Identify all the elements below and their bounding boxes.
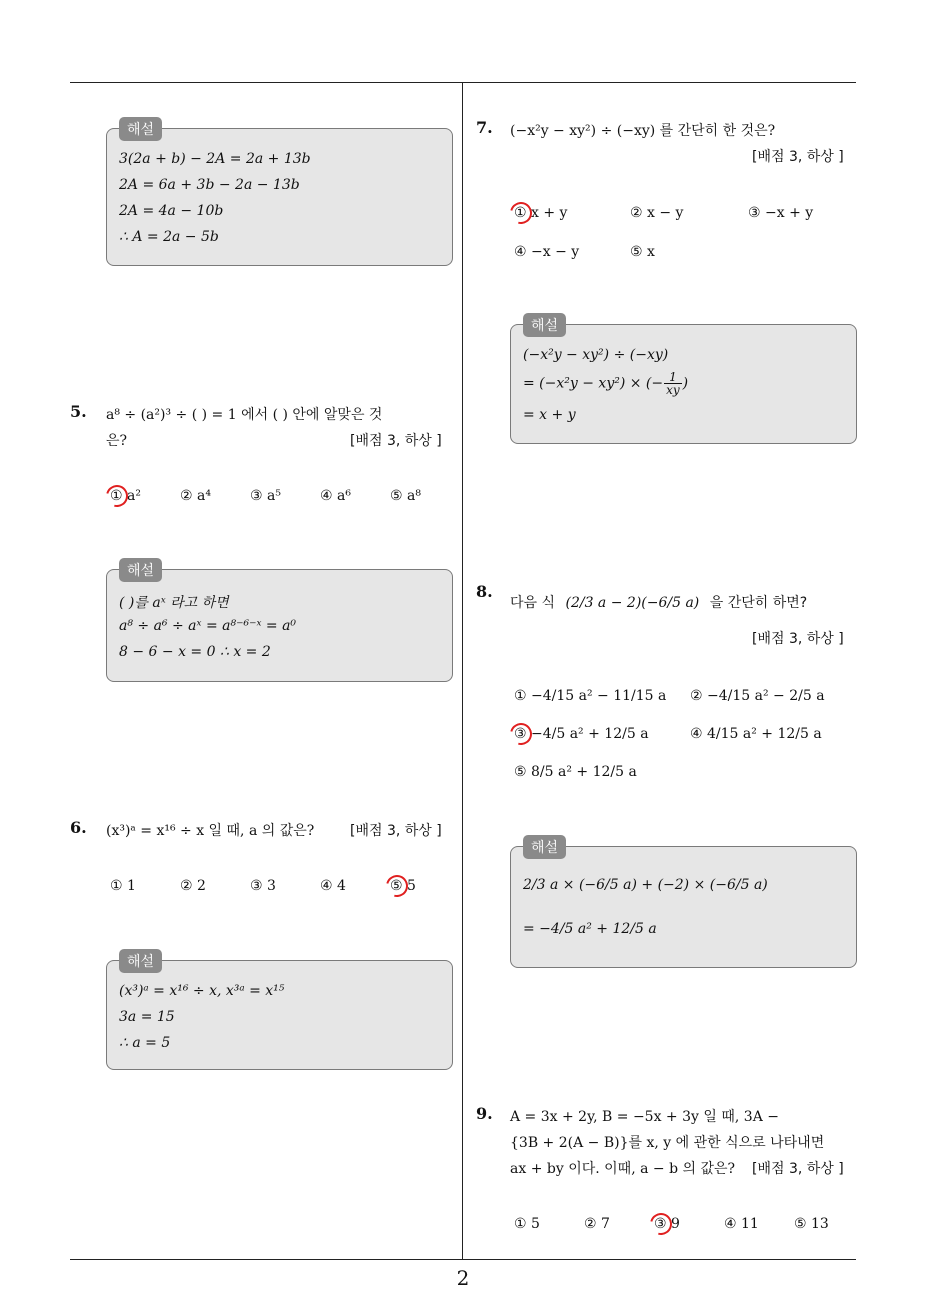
question-text-6: (x³)ᵃ = x¹⁶ ÷ x 일 때, a 의 값은? [106,823,315,839]
choice-6-2[interactable]: ② 2 [180,878,206,894]
solution-line: 2/3 a × (−6/5 a) + (−2) × (−6/5 a) [523,877,768,893]
choice-6-1[interactable]: ① 1 [110,878,136,894]
top-rule [70,82,856,83]
choice-9-2[interactable]: ② 7 [584,1216,610,1232]
choice-6-5[interactable]: ⑤ 5 [390,878,416,894]
solution-box-q6 [106,954,453,1070]
question-text-9: A = 3x + 2y, B = −5x + 3y 일 때, 3A − [510,1109,779,1125]
choice-7-4[interactable]: ④ −x − y [514,244,580,260]
choice-6-3[interactable]: ③ 3 [250,878,276,894]
answer-mark-6 [382,871,412,901]
bottom-rule [70,1259,856,1260]
answer-mark-8 [506,719,536,749]
solution-box-q5 [106,563,453,682]
choice-8-5[interactable]: ⑤ 8/5 a² + 12/5 a [514,764,637,780]
solution-line [523,371,688,396]
choice-5-4[interactable]: ④ a⁶ [320,488,351,504]
question-text-8 [510,592,807,612]
solution-line: a⁸ ÷ a⁶ ÷ aˣ = a⁸⁻⁶⁻ˣ = a⁰ [119,618,297,634]
column-divider [462,82,463,1259]
choice-7-2[interactable]: ② x − y [630,205,684,221]
answer-mark-7 [506,198,536,228]
fraction-denominator: xy [666,383,680,397]
solution-line: 8 − 6 − x = 0 ∴ x = 2 [119,644,271,660]
solution-label: 해설 [523,313,566,337]
solution-label: 해설 [119,949,162,973]
choice-5-2[interactable]: ② a⁴ [180,488,211,504]
solution-line: (−x²y − xy²) ÷ (−xy) [523,347,669,363]
score-label-7: [배점 3, 하상 ] [752,149,844,165]
solution-line: 3a = 15 [119,1009,175,1025]
question-number-6: 6. [70,818,87,837]
choice-5-5[interactable]: ⑤ a⁸ [390,488,421,504]
choice-7-3[interactable]: ③ −x + y [748,205,814,221]
choice-9-3[interactable]: ③ 9 [654,1216,680,1232]
solution-line-part: ) [682,375,689,392]
solution-box-q7 [510,318,857,444]
choice-8-3[interactable]: ③ −4/5 a² + 12/5 a [514,726,649,742]
solution-box-q8 [510,840,857,968]
solution-box-q4 [106,122,453,266]
solution-label: 해설 [119,117,162,141]
fraction-numerator: 1 [664,371,682,384]
answer-mark-5 [102,481,132,511]
choice-8-4[interactable]: ④ 4/15 a² + 12/5 a [690,726,822,742]
solution-line: 3(2a + b) − 2A = 2a + 13b [119,151,311,167]
question-lead-8: 다음 식 [510,595,556,611]
solution-line-part: = (−x²y − xy²) × (− [523,375,664,392]
choice-7-5[interactable]: ⑤ x [630,244,655,260]
page-number: 2 [456,1266,470,1290]
question-expr-8: (2/3 a − 2)(−6/5 a) [565,595,700,611]
question-text-9-cont: {3B + 2(A − B)}를 x, y 에 관한 식으로 나타내면 [510,1135,825,1151]
answer-mark-9 [646,1209,676,1239]
solution-line: ( )를 aˣ 라고 하면 [119,595,229,611]
choice-9-5[interactable]: ⑤ 13 [794,1216,829,1232]
choice-9-1[interactable]: ① 5 [514,1216,540,1232]
question-text-5: a⁸ ÷ (a²)³ ÷ ( ) = 1 에서 ( ) 안에 알맞은 것 [106,407,383,423]
score-label-6: [배점 3, 하상 ] [350,823,442,839]
score-label-5: [배점 3, 하상 ] [350,433,442,449]
choice-8-2[interactable]: ② −4/15 a² − 2/5 a [690,688,825,704]
question-text-7: (−x²y − xy²) ÷ (−xy) 를 간단히 한 것은? [510,123,776,139]
solution-label: 해설 [119,558,162,582]
score-label-9: [배점 3, 하상 ] [752,1161,844,1177]
question-text-5-cont: 은? [106,433,128,449]
solution-line: ∴ A = 2a − 5b [119,229,219,245]
choice-6-4[interactable]: ④ 4 [320,878,346,894]
solution-line: 2A = 4a − 10b [119,203,224,219]
solution-label: 해설 [523,835,566,859]
solution-line: 2A = 6a + 3b − 2a − 13b [119,177,300,193]
question-number-7: 7. [476,118,493,137]
choice-9-4[interactable]: ④ 11 [724,1216,759,1232]
solution-line: = −4/5 a² + 12/5 a [523,921,657,937]
choice-7-1[interactable]: ① x + y [514,205,568,221]
question-tail-8: 을 간단히 하면? [709,595,808,611]
solution-line: (x³)ᵃ = x¹⁶ ÷ x, x³ᵃ = x¹⁵ [119,983,285,999]
question-number-5: 5. [70,402,87,421]
score-label-8: [배점 3, 하상 ] [752,631,844,647]
fraction [664,371,682,396]
question-text-9-cont2: ax + by 이다. 이때, a − b 의 값은? [510,1161,736,1177]
choice-5-3[interactable]: ③ a⁵ [250,488,281,504]
choice-5-1[interactable]: ① a² [110,488,141,504]
question-number-9: 9. [476,1104,493,1123]
solution-line: = x + y [523,407,576,423]
question-number-8: 8. [476,582,493,601]
choice-8-1[interactable]: ① −4/15 a² − 11/15 a [514,688,667,704]
solution-line: ∴ a = 5 [119,1035,171,1051]
